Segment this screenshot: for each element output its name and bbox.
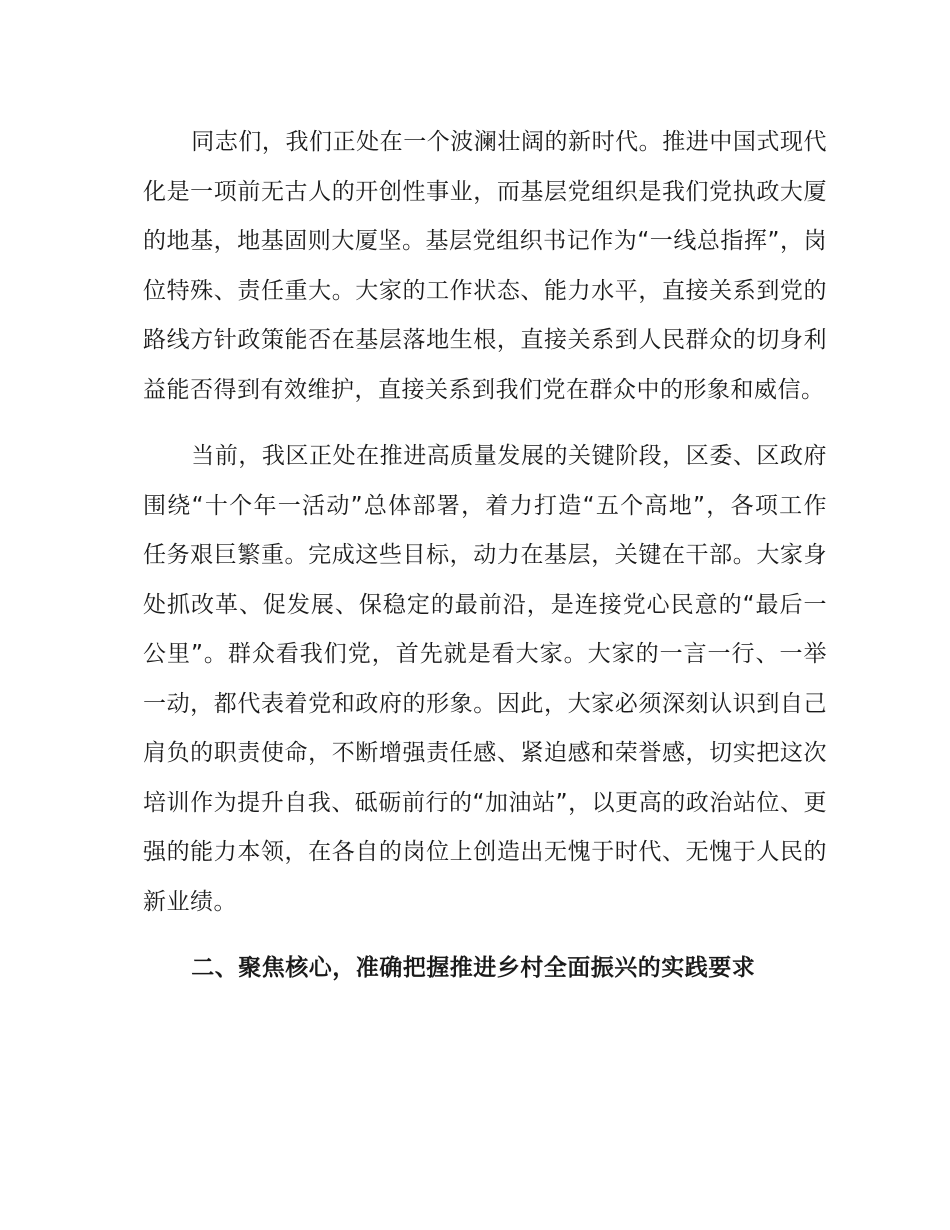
- section-heading: 二、聚焦核心，准确把握推进乡村全面振兴的实践要求: [191, 955, 756, 981]
- paragraph-1: 同志们，我们正处在一个波澜壮阔的新时代。推进中国式现代化是一项前无古人的开创性事业，而基层党组织是我们党执政大厦的地基，地基固则大厦坚。基层党组织书记作为“一线总指挥”，岗位特殊、责任重大。大家的工作状态、能力水平，直接关系到党的路线方针政策能否在基层落地生根，直接关系到人民群众的切身利益能否得到有效维护，直接关系到我们党在群众中的形象和威信。: [143, 129, 827, 403]
- paragraph-2: 当前，我区正处在推进高质量发展的关键阶段，区委、区政府围绕“十个年一活动”总体部署，着力打造“五个高地”，各项工作任务艰巨繁重。完成这些目标，动力在基层，关键在干部。大家身处抓改革、促发展、保稳定的最前沿，是连接党心民意的“最后一公里”。群众看我们党，首先就是看大家。大家的一言一行、一举一动，都代表着党和政府的形象。因此，大家必须深刻认识到自己肩负的职责使命，不断增强责任感、紧迫感和荣誉感，切实把这次培训作为提升自我、砥砺前行的“加油站”，以更高的政治站位、更强的能力本领，在各自的岗位上创造出无愧于时代、无愧于人民的新业绩。: [143, 443, 827, 915]
- document-body: [143, 118, 827, 994]
